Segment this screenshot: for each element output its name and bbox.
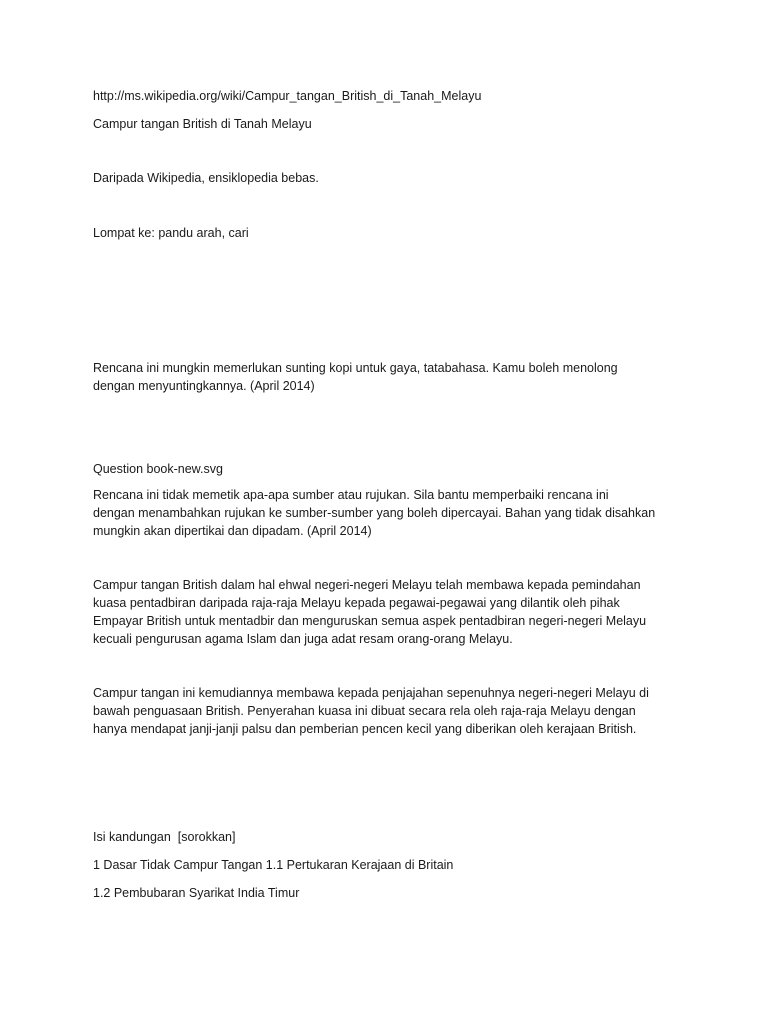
search-link[interactable]: cari	[228, 226, 249, 240]
notice-line: Rencana ini mungkin memerlukan sunting kopi untuk gaya, tatabahasa. Kamu boleh menolong	[93, 361, 618, 375]
toc-toggle-button[interactable]: [sorokkan]	[177, 830, 236, 844]
body-paragraph-1	[93, 576, 683, 648]
image-alt-text: Question book-new.svg	[93, 462, 223, 476]
notice-line: dengan menambahkan rujukan ke sumber-sumber yang boleh dipercayai. Bahan yang tidak disahkan	[93, 506, 656, 520]
jump-prefix: Lompat ke:	[93, 226, 159, 240]
notice-line: dengan menyuntingkannya. (April 2014)	[93, 379, 315, 393]
sources-notice	[93, 486, 683, 540]
toc-item[interactable]: 1.2 Pembubaran Syarikat India Timur	[93, 886, 300, 900]
paragraph-line: Campur tangan British dalam hal ehwal negeri-negeri Melayu telah membawa kepada pemindahan	[93, 578, 641, 592]
jump-separator: ,	[221, 226, 229, 240]
paragraph-line: Campur tangan ini kemudiannya membawa kepada penjajahan sepenuhnya negeri-negeri Melayu di	[93, 686, 649, 700]
copyedit-notice	[93, 359, 683, 395]
page-title: Campur tangan British di Tanah Melayu	[93, 117, 312, 131]
paragraph-line: hanya mendapat janji-janji palsu dan pemberian pencen kecil yang diberikan oleh kerajaan British.	[93, 722, 637, 736]
notice-line: mungkin akan dipertikai dan dipadam. (April 2014)	[93, 524, 372, 538]
page-subtitle: Daripada Wikipedia, ensiklopedia bebas.	[93, 171, 319, 185]
toc-heading	[93, 828, 693, 846]
notice-line: Rencana ini tidak memetik apa-apa sumber atau rujukan. Sila bantu memperbaiki rencana ini	[93, 488, 609, 502]
paragraph-line: kecuali pengurusan agama Islam dan juga adat resam orang-orang Melayu.	[93, 632, 513, 646]
body-paragraph-2	[93, 684, 683, 738]
jump-to-line	[93, 224, 693, 242]
toc-heading-label: Isi kandungan	[93, 830, 178, 844]
source-url[interactable]: http://ms.wikipedia.org/wiki/Campur_tangan_British_di_Tanah_Melayu	[93, 89, 482, 103]
navigation-link[interactable]: pandu arah	[158, 226, 222, 240]
paragraph-line: Empayar British untuk mentadbir dan menguruskan semua aspek pentadbiran negeri-negeri Melayu	[93, 614, 647, 628]
toc-item[interactable]: 1 Dasar Tidak Campur Tangan 1.1 Pertukaran Kerajaan di Britain	[93, 858, 454, 872]
paragraph-line: bawah penguasaan British. Penyerahan kuasa ini dibuat secara rela oleh raja-raja Melayu dengan	[93, 704, 636, 718]
paragraph-line: kuasa pentadbiran daripada raja-raja Melayu kepada pegawai-pegawai yang dilantik oleh pihak	[93, 596, 620, 610]
